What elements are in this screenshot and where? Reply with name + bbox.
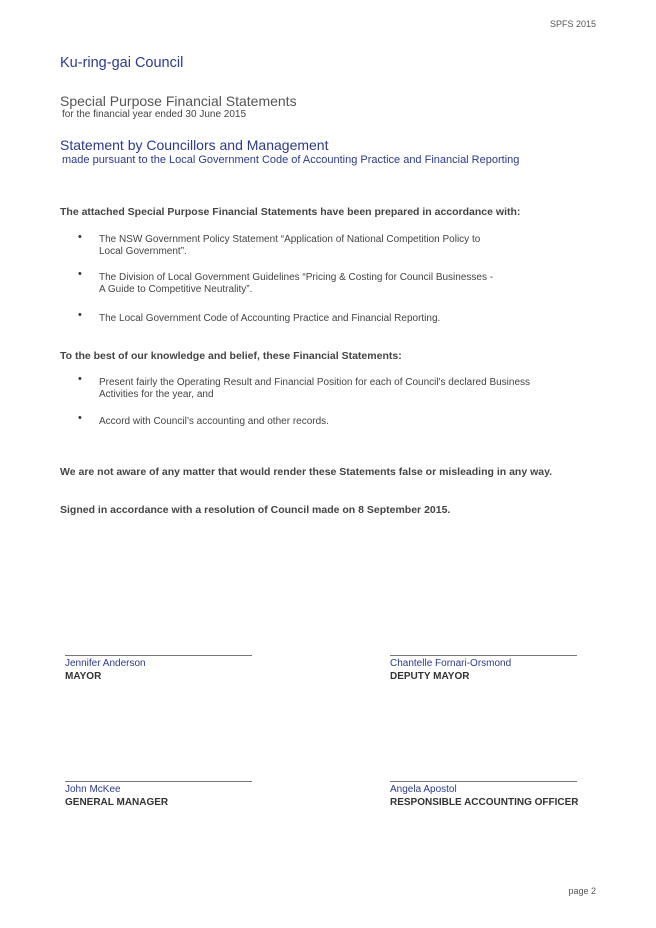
knowledge-paragraph: To the best of our knowledge and belief, these Financial Statements: [60, 350, 402, 362]
signatory-name: Jennifer Anderson [65, 658, 146, 669]
bullet-icon: • [78, 412, 82, 424]
signatory-role: GENERAL MANAGER [65, 797, 169, 808]
list-item [99, 313, 589, 325]
signature-block [390, 781, 579, 808]
signatory-name: Angela Apostol [390, 784, 457, 795]
signatory-role: MAYOR [65, 671, 102, 682]
bullet-icon: • [78, 231, 82, 243]
bullet-icon: • [78, 373, 82, 385]
list-item [99, 234, 589, 258]
list-item-line: Accord with Council’s accounting and other records. [99, 416, 329, 427]
signature-line [65, 655, 252, 656]
list-item-line: The Local Government Code of Accounting Practice and Financial Reporting. [99, 313, 441, 324]
list-item [99, 416, 589, 428]
resolution-paragraph: Signed in accordance with a resolution of Council made on 8 September 2015. [60, 504, 451, 516]
signature-line [390, 781, 577, 782]
list-item [99, 377, 589, 401]
signatory-role: DEPUTY MAYOR [390, 671, 470, 682]
list-item-line: Local Government”. [99, 246, 187, 257]
section-subtitle: made pursuant to the Local Government Code of Accounting Practice and Financial Reporting [62, 154, 520, 166]
list-item-line: A Guide to Competitive Neutrality”. [99, 284, 253, 295]
signature-line [390, 655, 577, 656]
signature-line [65, 781, 252, 782]
awareness-paragraph: We are not aware of any matter that would render these Statements false or misleading in any way. [60, 466, 553, 478]
section-title: Statement by Councillors and Management [60, 137, 329, 153]
list-item-line: The Division of Local Government Guidelines “Pricing & Costing for Council Businesses - [99, 272, 494, 283]
signature-block [65, 781, 252, 808]
page-number: page 2 [568, 886, 596, 896]
list-item-line: Present fairly the Operating Result and Financial Position for each of Council's declared Business [99, 377, 531, 388]
statement-subtitle: for the financial year ended 30 June 2015 [62, 109, 247, 120]
list-item [99, 272, 589, 296]
bullet-icon: • [78, 268, 82, 280]
council-name: Ku-ring-gai Council [60, 55, 184, 71]
signatory-role: RESPONSIBLE ACCOUNTING OFFICER [390, 797, 579, 808]
document-code: SPFS 2015 [549, 19, 596, 29]
list-item-line: The NSW Government Policy Statement “Application of National Competition Policy to [99, 234, 481, 245]
signatory-name: Chantelle Fornari-Orsmond [390, 658, 512, 669]
signature-block [65, 655, 252, 682]
bullet-icon: • [78, 309, 82, 321]
list-item-line: Activities for the year, and [99, 389, 214, 400]
statement-title: Special Purpose Financial Statements [60, 93, 297, 109]
signature-block [390, 655, 577, 682]
intro-paragraph: The attached Special Purpose Financial Statements have been prepared in accordance with: [60, 206, 521, 218]
signatory-name: John McKee [65, 784, 121, 795]
